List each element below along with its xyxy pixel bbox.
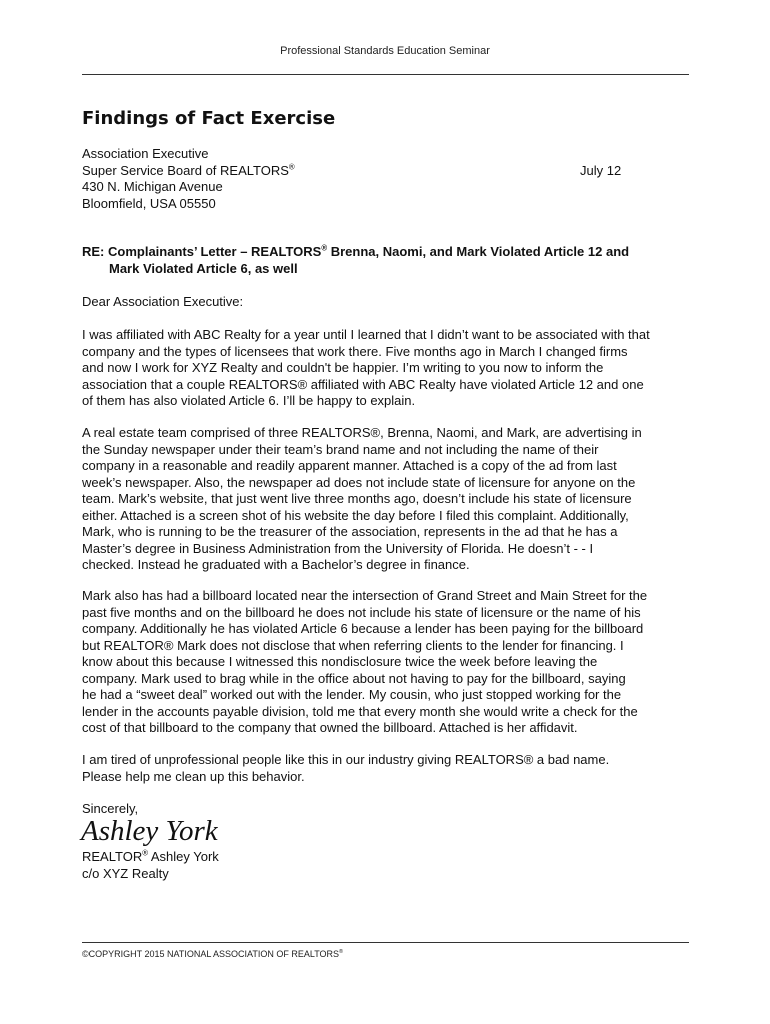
registered-mark: ®: [321, 243, 328, 253]
registered-mark: ®: [288, 162, 295, 172]
header-divider: [82, 74, 689, 75]
signer-name: Ashley York: [147, 849, 219, 864]
copyright-text: ©COPYRIGHT 2015 NATIONAL ASSOCIATION OF REALTORS: [82, 949, 340, 959]
text-line: A real estate team comprised of three REALTORS®, Brenna, Naomi, and Mark, are advertising in: [82, 425, 642, 440]
text-line: I am tired of unprofessional people like this in our industry giving REALTORS® a bad name.: [82, 752, 610, 767]
recipient-org: Super Service Board of REALTORS: [82, 162, 289, 178]
recipient-line-4: Bloomfield, USA 05550: [82, 195, 216, 211]
paragraph-1: [82, 327, 692, 410]
recipient-line-1: Association Executive: [82, 146, 209, 161]
signer-block: [82, 849, 219, 882]
text-line: association that a couple REALTORS® affiliated with ABC Realty have violated Article 12 and one: [82, 376, 644, 392]
registered-mark: ®: [339, 949, 344, 955]
text-line: team. Mark’s website, that just went live three months ago, doesn’t include his state of licensure: [82, 491, 632, 506]
re-line-2: Mark Violated Article 6, as well: [109, 260, 298, 276]
signer-title: [82, 849, 219, 866]
re-line-1-post: Brenna, Naomi, and Mark Violated Article 12 and: [327, 244, 630, 259]
salutation: Dear Association Executive:: [82, 294, 244, 309]
text-line: company and the types of licensees that work there. Five months ago in March I changed firms: [82, 343, 628, 359]
footer-copyright: [82, 949, 343, 959]
text-line: lender in the accounts payable division, told me that every month she would write a check for the: [82, 703, 638, 719]
text-line: Master’s degree in Business Administration from the University of Florida. He doesn’t - - I: [82, 540, 594, 556]
paragraph-3: [82, 588, 692, 737]
text-line: and now I work for XYZ Realty and couldn't be happier. I’m writing to you now to inform the: [82, 360, 604, 375]
recipient-line-2: [82, 163, 295, 180]
signer-company: c/o XYZ Realty: [82, 865, 169, 881]
text-line: past five months and on the billboard he does not include his state of licensure or the name of his: [82, 604, 641, 620]
letter-date: July 12: [580, 163, 622, 178]
text-line: company. Additionally he has violated Article 6 because a lender has been paying for the billboard: [82, 621, 644, 636]
text-line: Mark, who is running to be the treasurer of the association, represents in the ad that he has a: [82, 524, 618, 539]
re-line-1: [82, 244, 692, 261]
paragraph-4: [82, 752, 692, 785]
text-line: he had a “sweet deal” worked out with the lender. My cousin, who just stopped working for the: [82, 687, 622, 702]
text-line: know about this because I witnessed this nondisclosure twice the week before leaving the: [82, 654, 598, 669]
text-line: but REALTOR® Mark does not disclose that when referring clients to the lender for financing. I: [82, 637, 624, 653]
page-title: Findings of Fact Exercise: [82, 108, 336, 129]
text-line: checked. Instead he graduated with a Bachelor’s degree in finance.: [82, 557, 470, 572]
handwritten-signature: Ashley York: [81, 815, 218, 847]
text-line: Please help me clean up this behavior.: [82, 768, 305, 784]
paragraph-2: [82, 425, 692, 574]
text-line: company in a reasonable and readily apparent manner. Attached is a copy of the ad from last: [82, 458, 617, 473]
text-line: week’s newspaper. Also, the newspaper ad does not include state of licensure for anyone on the: [82, 474, 636, 490]
re-subject: [82, 244, 692, 277]
closing: Sincerely,: [82, 801, 139, 816]
recipient-line-3: 430 N. Michigan Avenue: [82, 179, 223, 194]
header-seminar-title: Professional Standards Education Seminar: [280, 45, 490, 57]
text-line: either. Attached is a screen shot of his website the day before I filed this complaint. Additionally,: [82, 507, 629, 523]
re-line-1-pre: RE: Complainants’ Letter – REALTORS: [82, 244, 322, 259]
text-line: the Sunday newspaper under their team’s brand name and not including the name of their: [82, 441, 599, 457]
text-line: of them has also violated Article 6. I’ll be happy to explain.: [82, 393, 416, 408]
text-line: Mark also has had a billboard located near the intersection of Grand Street and Main Street for the: [82, 588, 648, 603]
registered-mark: ®: [142, 848, 148, 858]
text-line: company. Mark used to brag while in the office about not having to pay for the billboard, saying: [82, 670, 626, 686]
footer-divider: [82, 942, 689, 943]
recipient-address: [82, 146, 295, 212]
signer-title-pre: REALTOR: [82, 849, 143, 864]
text-line: cost of that billboard to the company that owned the billboard. Attached is her affidavit.: [82, 720, 578, 735]
text-line: I was affiliated with ABC Realty for a year until I learned that I didn’t want to be associated with that: [82, 327, 650, 342]
